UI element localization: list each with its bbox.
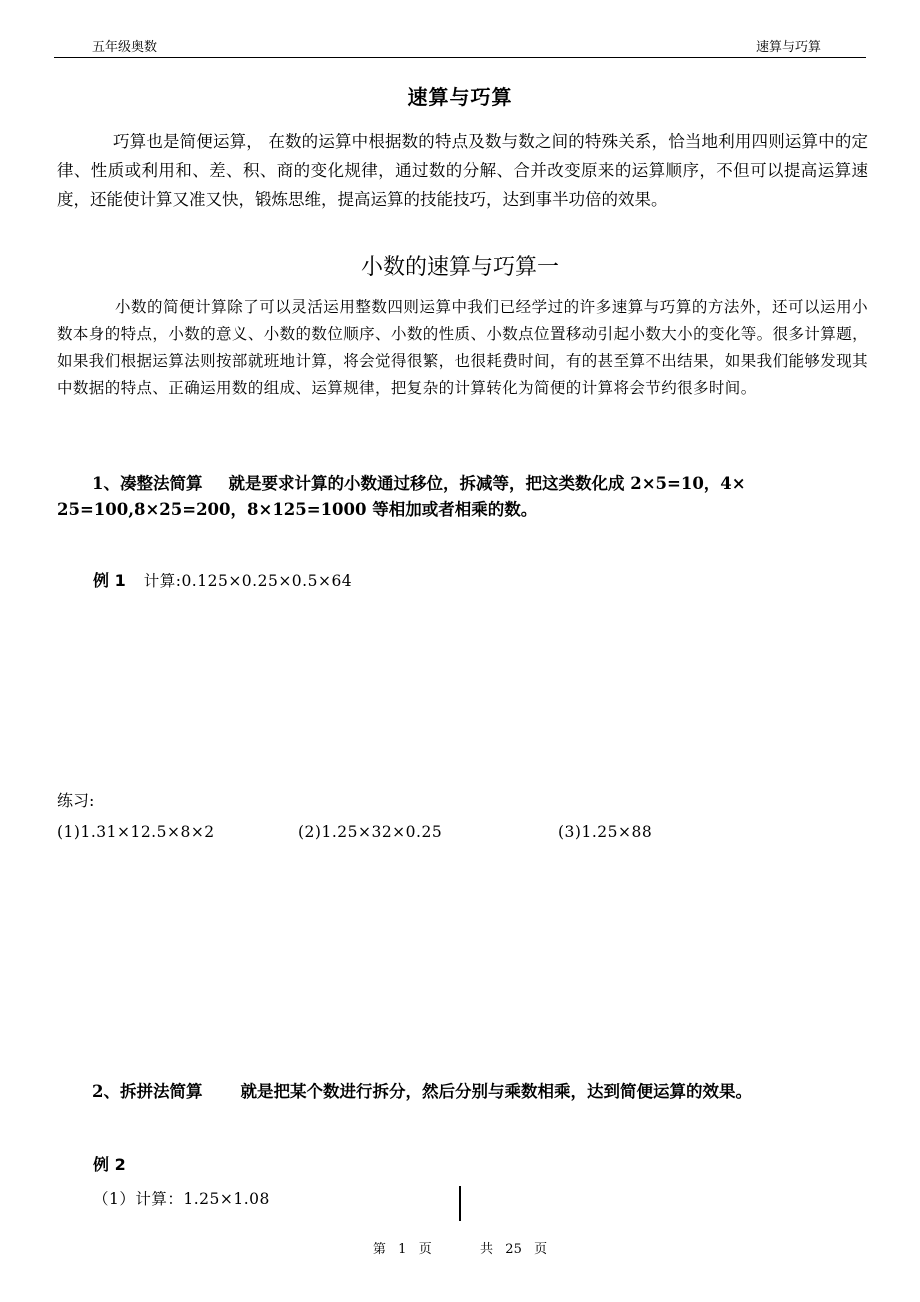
header-right-text: 速算与巧算	[756, 40, 822, 55]
method2-name: 拆拼法简算	[119, 1082, 203, 1101]
method1-heading	[92, 470, 746, 494]
practice-item-2: (2)1.25×32×0.25	[298, 823, 443, 841]
footer-page-prefix: 第	[372, 1242, 386, 1257]
footer-total-suffix: 页	[534, 1242, 548, 1257]
section-title: 小数的速算与巧算一	[360, 255, 559, 280]
footer-total-prefix: 共	[480, 1242, 494, 1257]
page-footer	[0, 1238, 920, 1257]
method2-number: 2、	[92, 1082, 120, 1101]
method1-number: 1、	[92, 474, 120, 493]
footer-page-suffix: 页	[418, 1242, 432, 1257]
method2-desc: 就是把某个数进行拆分，然后分别与乘数相乘，达到简便运算的效果。	[240, 1082, 752, 1101]
practice-item-3: (3)1.25×88	[558, 823, 653, 841]
footer-total-number: 25	[505, 1242, 522, 1257]
text-cursor-bar	[459, 1186, 461, 1221]
method2-heading	[92, 1078, 752, 1102]
document-title: 速算与巧算	[407, 85, 513, 109]
method1-desc-line2: 25=100,8×25=200，8×125=1000 等相加或者相乘的数。	[57, 500, 538, 519]
intro-paragraph: 巧算也是简便运算， 在数的运算中根据数的特点及数与数之间的特殊关系，恰当地利用四则运算中的定律、性质或利用和、差、积、商的变化规律，通过数的分解、合并改变原来的运算顺序，不但可以提高运算速度，还能使计算又准又快，锻炼思维，提高运算的技能技巧，达到事半功倍的效果。	[57, 132, 868, 209]
practice-item-1: (1)1.31×12.5×8×2	[57, 823, 215, 841]
header-divider	[54, 57, 866, 58]
example1-text: 计算:0.125×0.25×0.5×64	[143, 572, 353, 590]
footer-page-number: 1	[398, 1242, 407, 1257]
practice-label: 练习:	[57, 791, 95, 810]
method1-desc-line1: 就是要求计算的小数通过移位，拆减等，把这类数化成 2×5=10，4×	[228, 474, 746, 493]
header-left-text: 五年级奥数	[92, 40, 158, 55]
section-paragraph: 小数的简便计算除了可以灵活运用整数四则运算中我们已经学过的许多速算与巧算的方法外，还可以运用小数本身的特点，小数的意义、小数的数位顺序、小数的性质、小数点位置移动引起小数大小的变化等。很多计算题，如果我们根据运算法则按部就班地计算，将会觉得很繁，也很耗费时间，有的甚至算不出结果，如果我们能够发现其中数据的特点、正确运用数的组成、运算规律，把复杂的计算转化为简便的计算将会节约很多时间。	[57, 298, 868, 397]
example2-label: 例 2	[93, 1155, 126, 1174]
example2-item-1: （1）计算：1.25×1.08	[93, 1190, 270, 1208]
method1-name: 凑整法简算	[119, 474, 203, 493]
example1-label: 例 1	[93, 571, 126, 590]
example1	[93, 568, 352, 591]
